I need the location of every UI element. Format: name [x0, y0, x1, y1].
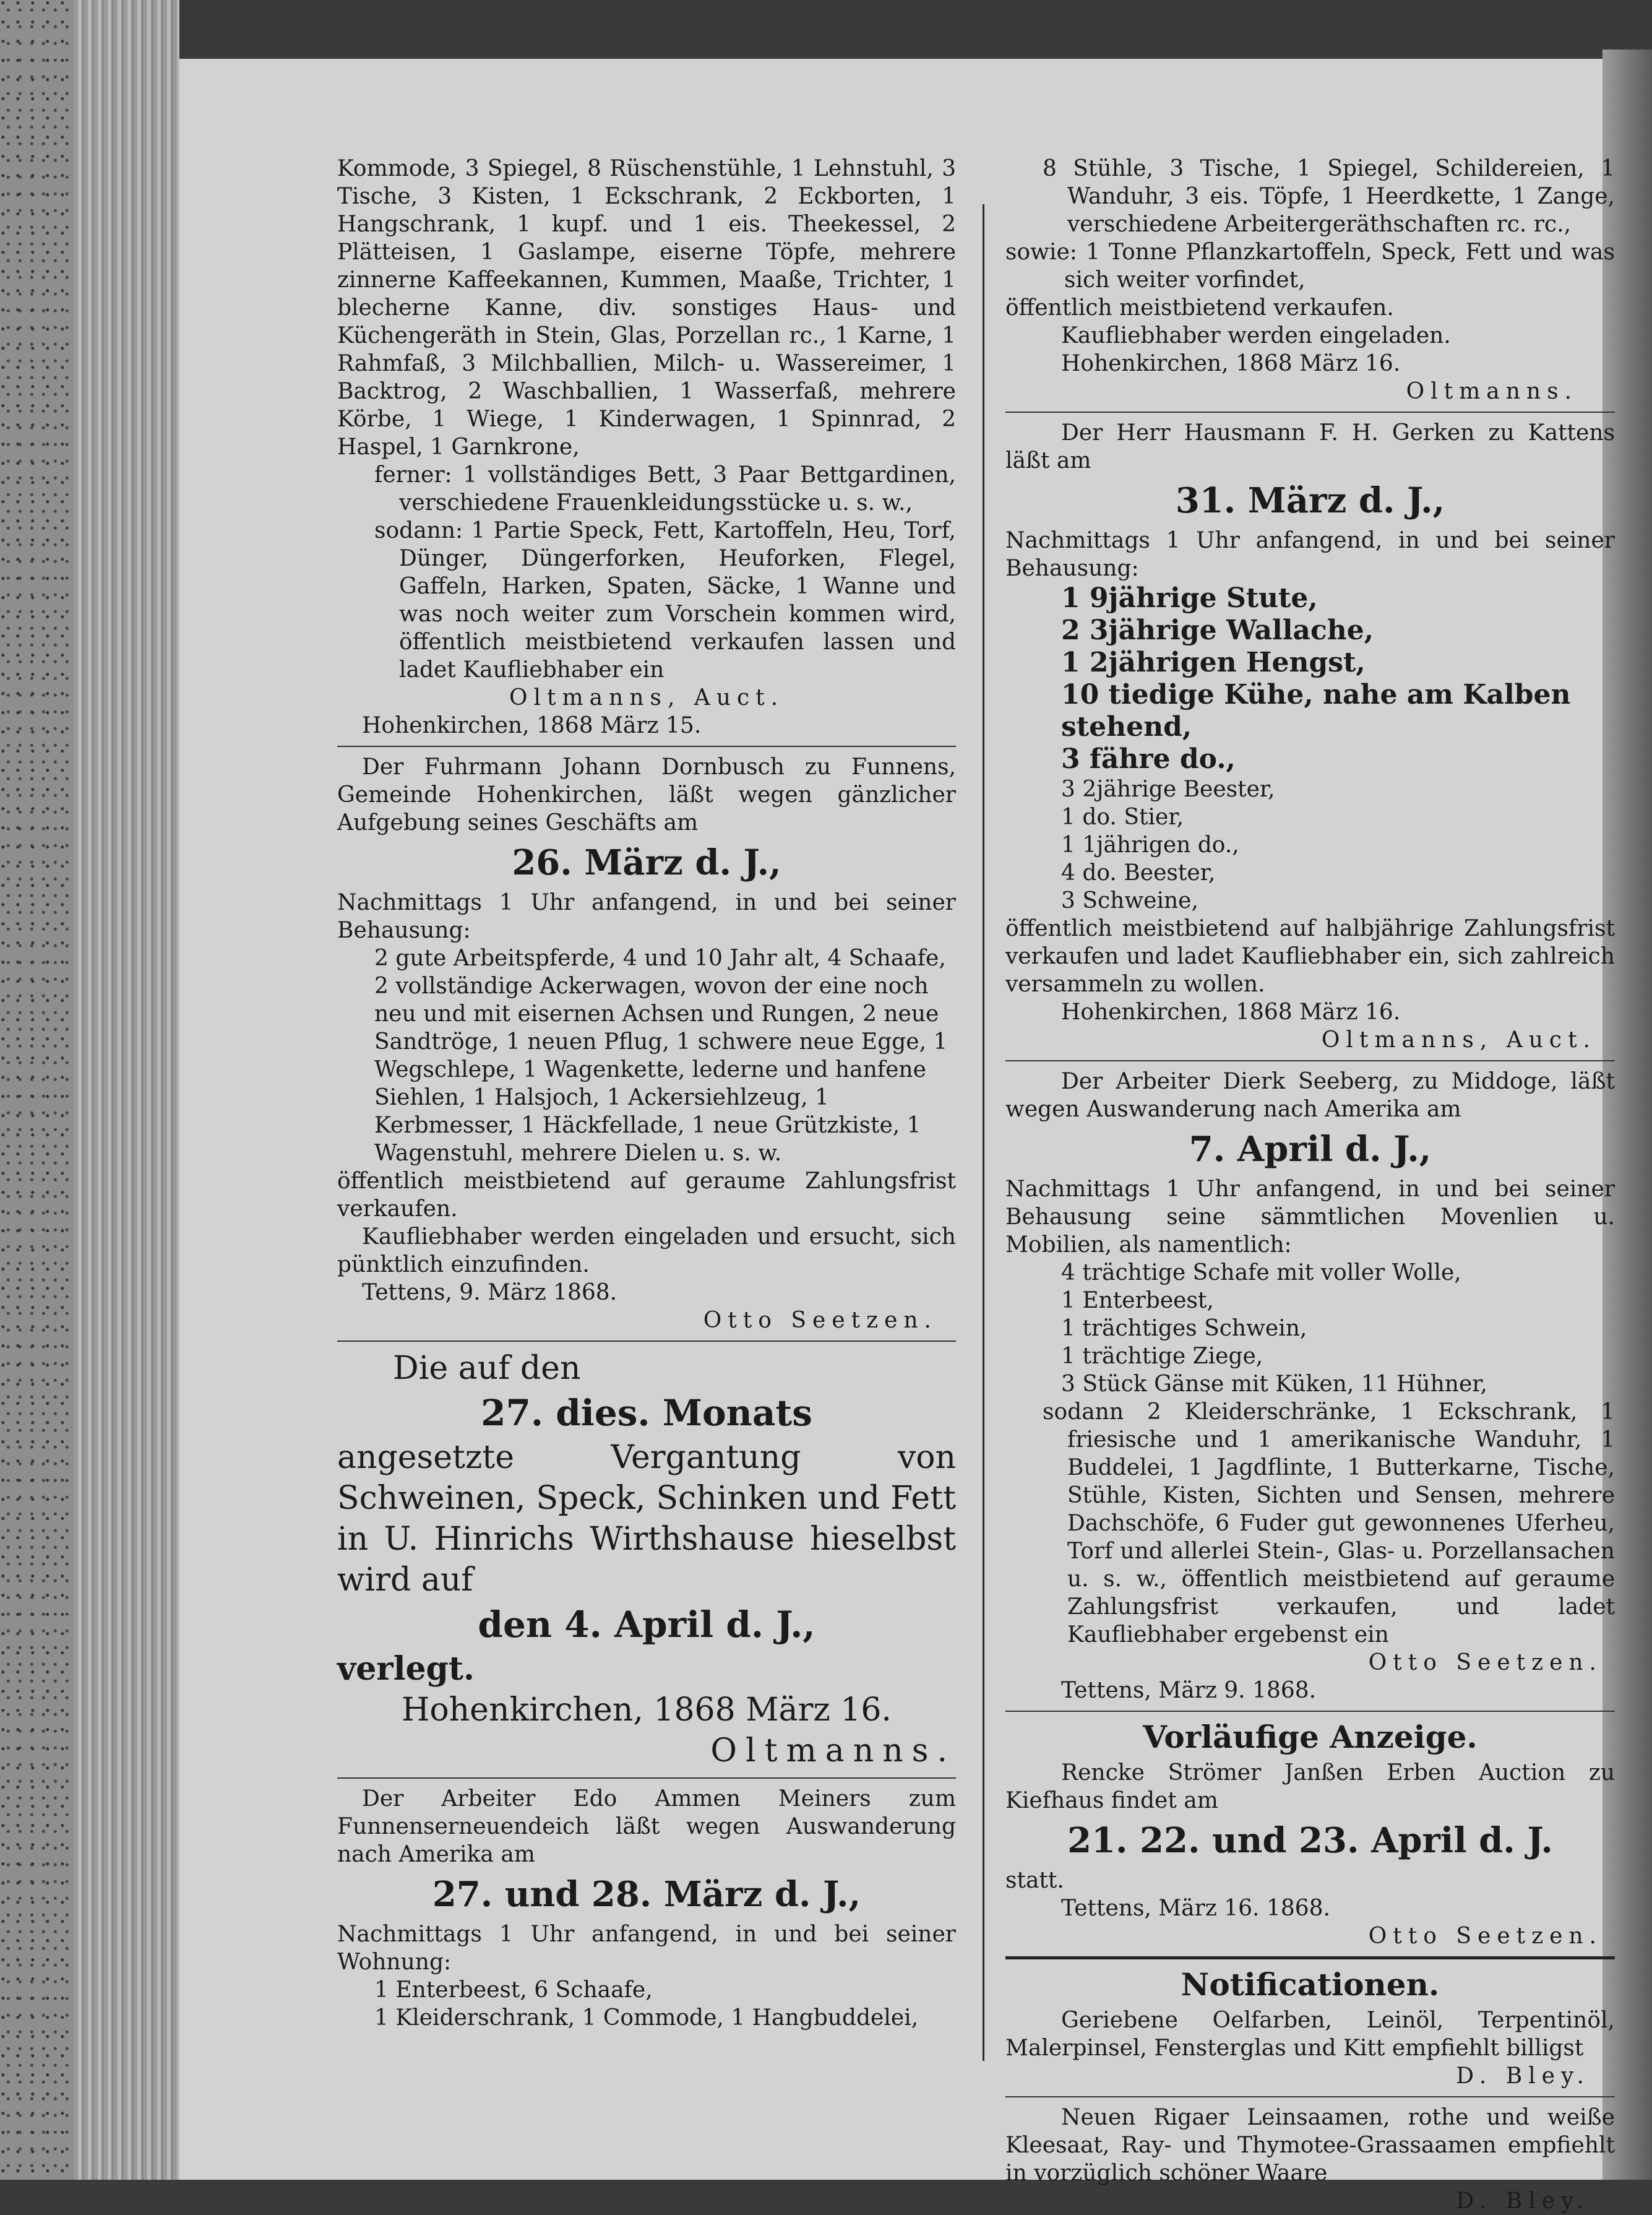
ad-line5: verlegt. — [337, 1650, 475, 1688]
notice-signature: D. Bley. — [1456, 2063, 1590, 2089]
ad-items: 2 gute Arbeitspferde, 4 und 10 Jahr alt, 4 Schaafe, 2 vollständige Ackerwagen, wovon der eine noch neu und mit eisernen Achsen und Rungen, 2 neue Sandtröge, 1 neuen Pflug, 1 schwere neue Egge, 1 Wegschlepe, 1 Wagenkette, lederne und hanfene Siehlen, 1 Halsjoch, 1 Ackersiehlzeug, 1 Kerbmesser, 1 Häckfellade, 1 neue Grützkiste, 1 Wagenstuhl, mehrere Dielen u. s. w. — [374, 946, 948, 1166]
separator — [1005, 1060, 1615, 1061]
ad-sale: öffentlich meistbietend auf halbjährige Zahlungsfrist verkaufen und ladet Kaufliebhaber ein, sich zahlreich versammeln zu wollen. — [1005, 916, 1615, 997]
ad-signature: Otto Seetzen. — [1368, 1924, 1603, 1949]
ad-line1: Die auf den — [393, 1350, 581, 1387]
ad-dateline: Hohenkirchen, 1868 März 16. — [402, 1691, 892, 1729]
ad-line3: angesetzte Vergantung von Schweinen, Speck, Schinken und Fett in U. Hinrichs Wirthshause hieselbst wird auf — [337, 1439, 956, 1599]
ad-intro: Der Herr Hausmann F. H. Gerken zu Kattens läßt am — [1005, 420, 1615, 473]
ad-signature: Oltmanns. — [1406, 379, 1578, 404]
animal-item: 1 9jährige Stute, — [1061, 582, 1318, 614]
ad-signature: Oltmanns, Auct. — [509, 685, 785, 710]
separator — [1005, 1711, 1615, 1712]
separator — [1005, 412, 1615, 413]
ad-date: 7. April d. J., — [1189, 1129, 1432, 1170]
ad-dateline: Tettens, März 16. 1868. — [1061, 1896, 1331, 1921]
ad-dateline: Tettens, März 9. 1868. — [1061, 1678, 1317, 1703]
ad-item: 1 Kleiderschrank, 1 Commode, 1 Hangbuddelei, — [374, 2005, 919, 2031]
ad-intro: Der Arbeiter Edo Ammen Meiners zum Funnenserneuendeich läßt wegen Auswanderung nach Amerika am — [337, 1786, 956, 1867]
ad-date: 21. 22. und 23. April d. J. — [1067, 1820, 1553, 1861]
notice-text: Neuen Rigaer Leinsaamen, rothe und weiße Kleesaat, Ray- und Thymotee-Grassaamen empfiehlt in vorzüglich schöner Waare — [1005, 2105, 1615, 2186]
ad-line2: 27. dies. Monats — [481, 1392, 812, 1434]
ad-dateline: Hohenkirchen, 1868 März 16. — [1061, 1000, 1401, 1025]
ad-item: 1 Enterbeest, — [1061, 1288, 1214, 1313]
animal-item: 3 fähre do., — [1061, 743, 1236, 775]
section-separator — [1005, 1956, 1615, 1959]
ad-intro: Der Fuhrmann Johann Dornbusch zu Funnens, Gemeinde Hohenkirchen, läßt wegen gänzlicher Aufgebung seines Geschäfts am — [337, 754, 956, 835]
book-edge-speckle — [0, 0, 74, 2180]
section-title: Notificationen. — [1181, 1966, 1440, 2003]
notice-text: Geriebene Oelfarben, Leinöl, Terpentinöl, Malerpinsel, Fensterglas und Kitt empfiehlt billigst — [1005, 2008, 1615, 2061]
ad-item: 4 trächtige Schafe mit voller Wolle, — [1061, 1260, 1461, 1285]
ad-invite: Kaufliebhaber werden eingeladen und ersucht, sich pünktlich einzufinden. — [337, 1224, 956, 1277]
ad-gerken — [1005, 419, 1615, 1054]
right-column — [1005, 155, 1615, 2215]
ad-title: Vorläufige Anzeige. — [1143, 1719, 1478, 1755]
ad-signature: Oltmanns, Auct. — [1321, 1027, 1596, 1053]
ad-date: 31. März d. J., — [1175, 480, 1445, 521]
ad-meiners — [337, 1785, 956, 2032]
ad-date: 26. März d. J., — [512, 842, 781, 883]
ad-stuehle — [1005, 155, 1615, 405]
ad-signature: Oltmanns. — [710, 1732, 956, 1769]
ad-date: 27. und 28. März d. J., — [432, 1874, 861, 1915]
column-divider — [983, 204, 984, 2061]
ad-signature: Otto Seetzen. — [703, 1308, 937, 1333]
ad-statt: statt. — [1005, 1868, 1064, 1893]
separator — [1005, 2096, 1615, 2097]
separator — [337, 1777, 956, 1779]
ad-time: Nachmittags 1 Uhr anfangend, in und bei seiner Behausung: — [1005, 528, 1615, 581]
ad-seeberg — [1005, 1068, 1615, 1704]
animal-item: 10 tiedige Kühe, nahe am Kalben stehend, — [1061, 679, 1571, 743]
notice-signature: D. Bley. — [1456, 2188, 1590, 2214]
ad-vorlaeufige-anzeige — [1005, 1718, 1615, 1950]
ad-intro: Rencke Strömer Janßen Erben Auction zu Kiefhaus findet am — [1005, 1760, 1615, 1813]
ad-dateline: Hohenkirchen, 1868 März 15. — [362, 713, 702, 738]
ad-dateline: Tettens, 9. März 1868. — [362, 1280, 617, 1305]
ad-item: 3 Stück Gänse mit Küken, 11 Hühner, — [1061, 1371, 1487, 1397]
ad-kommode — [337, 155, 956, 740]
book-page-edges — [74, 0, 179, 2180]
ad-intro: Der Arbeiter Dierk Seeberg, zu Middoge, läßt wegen Auswanderung nach Amerika am — [1005, 1069, 1615, 1122]
ad-vergantung — [337, 1348, 956, 1771]
ad-dornbusch — [337, 753, 956, 1334]
ad-ferner-text: ferner: 1 vollständiges Bett, 3 Paar Bettgardinen, verschiedene Frauenkleidungsstücke u. s. w., — [374, 462, 956, 516]
animal-item: 3 2jährige Beester, — [1061, 777, 1275, 802]
ad-sowie-text: sowie: 1 Tonne Pflanzkartoffeln, Speck, Fett und was sich weiter vorfindet, — [1005, 240, 1615, 293]
ad-item: 1 Enterbeest, 6 Schaafe, — [374, 1977, 653, 2003]
animal-item: 4 do. Beester, — [1061, 860, 1216, 886]
ad-invite: Kaufliebhaber werden eingeladen. — [1061, 323, 1451, 348]
animal-item: 1 do. Stier, — [1061, 805, 1184, 830]
ad-time: Nachmittags 1 Uhr anfangend, in und bei seiner Behausung seine sämmtlichen Movenlien u. Mobilien, als namentlich: — [1005, 1177, 1615, 1258]
ad-line4: den 4. April d. J., — [478, 1604, 815, 1646]
animal-item: 1 1jährigen do., — [1061, 832, 1239, 858]
ad-dateline: Hohenkirchen, 1868 März 16. — [1061, 351, 1401, 376]
separator — [337, 746, 956, 747]
ad-sale: öffentlich meistbietend verkaufen. — [1005, 295, 1394, 321]
ad-time: Nachmittags 1 Uhr anfangend, in und bei seiner Wohnung: — [337, 1922, 956, 1975]
ad-item: 1 trächtige Ziege, — [1061, 1344, 1263, 1369]
animal-item: 2 3jährige Wallache, — [1061, 615, 1374, 646]
ad-items-text: Kommode, 3 Spiegel, 8 Rüschenstühle, 1 Lehnstuhl, 3 Tische, 3 Kisten, 1 Eckschrank, 2 Eckborten, 1 Hangschrank, 1 kupf. und 1 eis. Theekessel, 2 Plätteisen, 1 Gaslampe, eiserne Töpfe, mehrere zinnerne Kaffeekannen, Kummen, Maaße, Trichter, 1 blecherne Kanne, div. sonstiges Haus- und Küchengeräth in Stein, Glas, Porzellan rc., 1 Karne, 1 Rahmfaß, 3 Milchballien, Milch- u. Wassereimer, 1 Backtrog, 2 Waschballien, 1 Wasserfaß, mehrere Körbe, 1 Wiege, 1 Kinderwagen, 1 Spinnrad, 2 Haspel, 1 Garnkrone, — [337, 156, 956, 460]
animal-item: 1 2jährigen Hengst, — [1061, 647, 1366, 678]
ad-time: Nachmittags 1 Uhr anfangend, in und bei seiner Behausung: — [337, 890, 956, 943]
separator — [337, 1341, 956, 1342]
ad-item: 1 trächtiges Schwein, — [1061, 1316, 1307, 1341]
ad-sodann-text: sodann 2 Kleiderschränke, 1 Eckschrank, 1 friesische und 1 amerikanische Wanduhr, 1 Buddelei, 1 Jagdflinte, 1 Butterkarne, Tische, Stühle, Kisten, Sichten und Sensen, mehrere Dachschöfe, 6 Fuder gut gewonnenes Uferheu, Torf und allerlei Stein-, Glas- u. Porzellansachen u. s. w., öffentlich meistbietend auf geraume Zahlungsfrist verkaufen, und ladet Kaufliebhaber ergebenst ein — [1043, 1399, 1615, 1647]
ad-sodann-text: sodann: 1 Partie Speck, Fett, Kartoffeln, Heu, Torf, Dünger, Düngerforken, Heuforken, Flegel, Gaffeln, Harken, Spaten, Säcke, 1 Wanne und was noch weiter zum Vorschein kommen wird, öffentlich meistbietend verkaufen lassen und ladet Kaufliebhaber ein — [374, 518, 956, 683]
notificationen-section — [1005, 1966, 1615, 2215]
animal-item: 3 Schweine, — [1061, 888, 1198, 913]
ad-sale: öffentlich meistbietend auf geraume Zahlungsfrist verkaufen. — [337, 1168, 956, 1222]
ad-items-text: 8 Stühle, 3 Tische, 1 Spiegel, Schildereien, 1 Wanduhr, 3 eis. Töpfe, 1 Heerdkette, 1 Zange, verschiedene Arbeitergeräthschaften rc. rc., — [1043, 156, 1615, 237]
left-column — [337, 155, 956, 2032]
ad-signature: Otto Seetzen. — [1368, 1650, 1603, 1675]
